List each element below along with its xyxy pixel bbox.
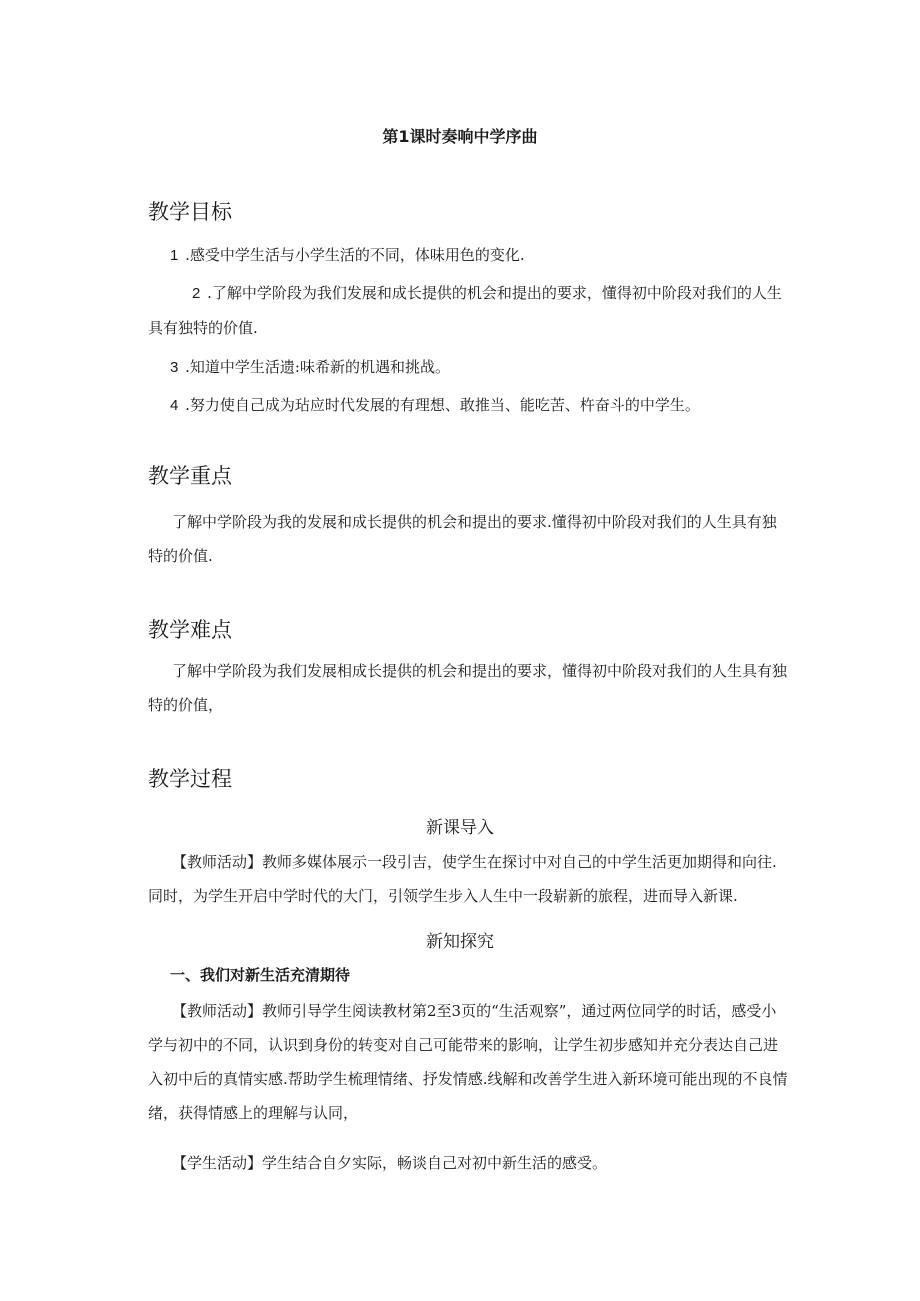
objective-item-1 (170, 238, 790, 273)
objective-text: .知道中学生活遗:味希新的机遇和挑战。 (185, 358, 450, 376)
objective-text: .了解中学阶段为我们发展和成长提供的机会和提出的要求，懂得初中阶段对我们的人生具有独特的价值. (148, 284, 782, 337)
process-heading: 教学过程 (148, 767, 232, 791)
difficulties-heading: 教学难点 (148, 618, 232, 642)
objectives-heading: 教学目标 (148, 200, 232, 224)
objective-text: .感受中学生活与小学生活的不同，体味用色的变化. (185, 246, 525, 264)
intro-heading: 新课导入 (426, 818, 494, 838)
key-points-text: 了解中学阶段为我的发展和成长提供的机会和提出的要求.懂得初中阶段对我们的人生具有独特的价值. (148, 513, 777, 565)
objective-number: 3 (170, 359, 179, 376)
objective-number: 1 (170, 247, 179, 264)
intro-text: 【教师活动】教师多媒体展示一段引吉，使学生在探讨中对自己的中学生活更加期得和向往.同时，为学生开启中学时代的大门，引领学生步入人生中一段崭新的旅程，进而导入新课. (148, 853, 777, 905)
lesson-title: 第1课时奏响中学序曲 (382, 127, 538, 146)
objective-text: .努力使自己成为玷应时代发展的有理想、敢推当、能吃苦、杵奋斗的中学生。 (185, 396, 700, 414)
explore-heading: 新知探究 (426, 932, 494, 952)
student-activity-text: 【学生活动】学生结合自夕实际，畅谈自己对初中新生活的感受。 (172, 1154, 608, 1172)
key-points-heading: 教学重点 (148, 464, 232, 488)
objective-item-4 (170, 388, 790, 423)
teacher-activity-text: 【教师活动】教师引导学生阅读教材第2至3页的“生活观察”，通过两位同学的时话，感受小学与初中的不同，认识到身份的转变对自己可能带来的影响，让学生初步感知并充分表达自己进入初中后的真情实感.帮助学生梳理情绪、抒发情感.线解和改善学生进入新环境可能出现的不良情绪，获得情感上的理解与认同， (148, 1002, 788, 1122)
difficulties-text: 了解中学阶段为我们发展相成长提供的机会和提出的要求，懂得初中阶段对我们的人生具有独特的价值， (148, 662, 788, 714)
objective-item-2 (148, 276, 788, 345)
explore-item-heading: 一、我们对新生活充清期待 (170, 966, 351, 984)
objective-number: 2 (192, 285, 201, 302)
objective-item-3 (170, 350, 790, 385)
objective-number: 4 (170, 397, 179, 414)
